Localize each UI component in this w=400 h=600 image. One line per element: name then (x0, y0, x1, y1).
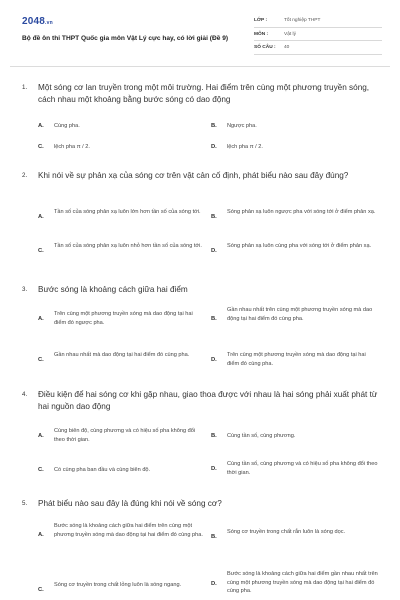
option-letter: C. (38, 248, 44, 254)
option-a[interactable] (38, 427, 208, 447)
question-number: 3. (22, 286, 28, 293)
option-text: Cùng pha. (54, 123, 80, 129)
option-text: Sóng phản xạ luôn cùng pha với sóng tới ở điểm phản xạ. (227, 243, 372, 249)
header-divider (10, 66, 390, 67)
question-text: Khi nói về sự phản xạ của sóng cơ trên vật cản cố định, phát biểu nào sau đây đúng? (38, 171, 349, 180)
question-number: 1. (22, 84, 28, 91)
option-text: Bước sóng là khoảng cách giữa hai điểm trên cùng một phương truyền sóng mà dao động tại hai điểm đó cùng pha. (54, 523, 203, 538)
logo-suffix: .vn (45, 20, 53, 26)
meta-label: MÔN : (254, 31, 269, 37)
meta-value: Vật lý (284, 31, 296, 37)
logo-main: 2048 (22, 16, 46, 27)
meta-label: SỐ CÂU : (254, 45, 276, 50)
option-a[interactable] (38, 310, 208, 330)
meta-info (254, 14, 382, 55)
option-letter: B. (211, 214, 217, 220)
option-letter: C. (38, 144, 44, 150)
option-letter: D. (211, 581, 217, 587)
meta-row-class (254, 14, 382, 28)
question-4 (22, 389, 382, 489)
option-text: Gần nhau nhất trên cùng một phương truyền sóng mà dao động tại hai điểm đó cùng pha. (227, 307, 373, 322)
option-text: Sóng cơ truyền trong chất rắn luôn là sóng dọc. (227, 529, 346, 535)
option-letter: B. (211, 433, 217, 439)
option-text: Tần số của sóng phản xạ luôn lớn hơn tần số của sóng tới. (54, 209, 201, 215)
question-2 (22, 170, 382, 265)
question-text: Một sóng cơ lan truyền trong một môi trường. Hai điểm trên cùng một phương truyền sóng, cách nhau một khoảng bằng bước sóng có dao động (38, 83, 370, 104)
option-letter: D. (211, 357, 217, 363)
option-b[interactable] (211, 432, 381, 444)
option-text: Ngược pha. (227, 123, 257, 129)
question-number: 4. (22, 391, 28, 398)
option-letter: A. (38, 433, 44, 439)
option-a[interactable] (38, 208, 208, 228)
option-text: Sóng phản xạ luôn ngược pha với sóng tới ở điểm phản xạ. (227, 209, 376, 215)
option-letter: B. (211, 123, 217, 129)
option-letter: A. (38, 123, 44, 129)
option-text: Trên cùng một phương truyền sóng mà dao động tại hai điểm đó cùng pha. (227, 352, 366, 367)
option-text: lệch pha π / 2. (54, 144, 90, 150)
option-letter: B. (211, 534, 217, 540)
option-c[interactable] (38, 466, 208, 478)
option-d[interactable] (211, 460, 381, 480)
option-text: lệch pha π / 2. (227, 144, 263, 150)
option-c[interactable] (38, 581, 208, 600)
question-3 (22, 284, 382, 384)
option-d[interactable] (211, 351, 381, 371)
option-d[interactable] (211, 570, 381, 600)
page-header (22, 14, 382, 64)
meta-value: Tốt nghiệp THPT (284, 18, 321, 23)
option-letter: D. (211, 248, 217, 254)
option-d[interactable] (211, 242, 381, 262)
option-text: Trên cùng một phương truyền sóng mà dao động tại hai điểm đó ngược pha. (54, 311, 193, 326)
meta-label: LỚP : (254, 18, 268, 23)
site-logo[interactable] (22, 16, 53, 27)
question-number: 2. (22, 172, 28, 179)
question-text: Bước sóng là khoảng cách giữa hai điểm (38, 285, 188, 294)
question-number: 5. (22, 500, 28, 507)
option-letter: A. (38, 532, 44, 538)
option-text: Gần nhau nhất mà dao động tại hai điểm đó cùng pha. (54, 352, 190, 358)
option-c[interactable] (38, 351, 208, 371)
question-5 (22, 498, 382, 600)
option-letter: B. (211, 316, 217, 322)
option-letter: D. (211, 466, 217, 472)
option-letter: D. (211, 144, 217, 150)
option-text: Cùng tần số, cùng phương. (227, 433, 296, 439)
option-c[interactable] (38, 242, 208, 262)
document-title: Bộ đề ôn thi THPT Quốc gia môn Vật Lý cực hay, có lời giải (Đề 9) (22, 35, 229, 42)
question-text: Phát biểu nào sau đây là đúng khi nói về sóng cơ? (38, 499, 222, 508)
meta-row-count (254, 41, 382, 55)
option-text: Sóng cơ truyền trong chất lỏng luôn là sóng ngang. (54, 582, 182, 588)
option-letter: A. (38, 214, 44, 220)
meta-row-subject (254, 28, 382, 42)
option-letter: C. (38, 357, 44, 363)
option-text: Có cùng pha ban đầu và cùng biên độ. (54, 467, 151, 473)
option-letter: A. (38, 316, 44, 322)
option-text: Cùng biên độ, cùng phương và có hiệu số pha không đổi theo thời gian. (54, 428, 196, 443)
question-text: Điều kiện để hai sóng cơ khi gặp nhau, giao thoa được với nhau là hai sóng phải xuất phát từ hai nguồn dao động (38, 390, 378, 411)
option-text: Cùng tần số, cùng phương và có hiệu số pha không đổi theo thời gian. (227, 461, 378, 476)
option-a[interactable] (38, 522, 208, 550)
option-text: Tần số của sóng phản xạ luôn nhỏ hơn tần số của sóng tới. (54, 243, 202, 249)
question-1 (22, 82, 382, 162)
meta-value: 40 (284, 45, 290, 50)
option-text: Bước sóng là khoảng cách giữa hai điểm gần nhau nhất trên cùng một phương truyền sóng mà dao động tại hai điểm đó cùng pha. (227, 571, 378, 594)
option-letter: C. (38, 467, 44, 473)
option-b[interactable] (211, 528, 381, 548)
option-b[interactable] (211, 306, 381, 334)
option-letter: C. (38, 587, 44, 593)
option-b[interactable] (211, 208, 381, 228)
